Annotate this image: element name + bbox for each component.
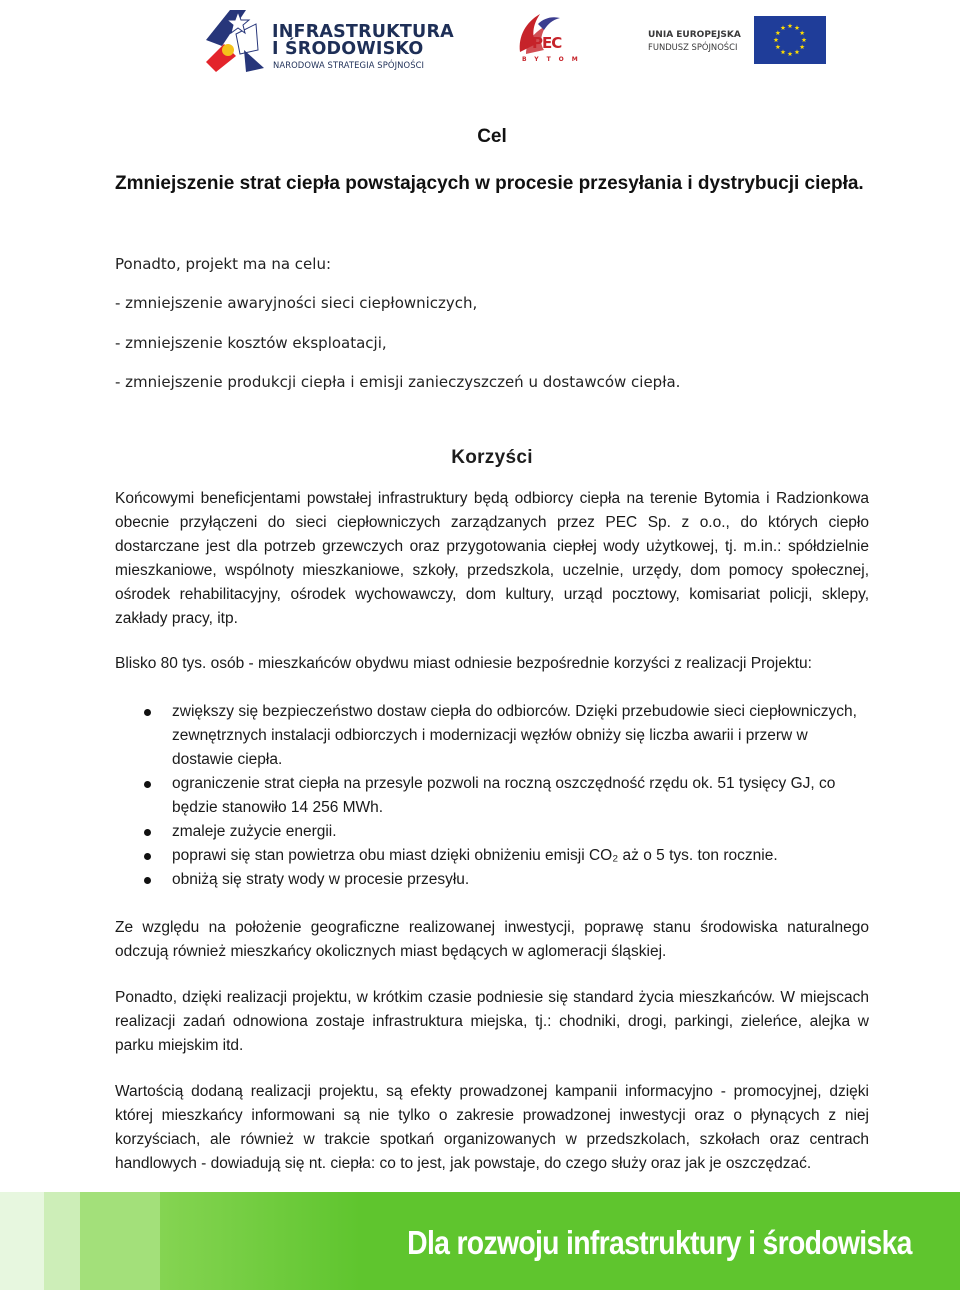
bullet-icon	[144, 877, 151, 884]
footer-gradient	[160, 1192, 360, 1290]
list-item: zwiększy się bezpieczeństwo dostaw ciepła do odbiorców. Dzięki przebudowie sieci ciepłowniczych, zewnętrznych instalacji odbiorczych i modernizacji węzłów obniży się liczba awarii i przerw w dostawie ciepła.	[115, 700, 869, 772]
bullet-icon	[144, 853, 151, 860]
bullet-icon	[144, 781, 151, 788]
benefits-heading: Korzyści	[451, 447, 533, 468]
footer-slogan: Dla rozwoju infrastruktury i środowiska	[407, 1224, 912, 1261]
pec-bytom-logo	[514, 12, 586, 68]
footer-stripe	[80, 1192, 160, 1290]
goal-intro: Ponadto, projekt ma na celu:	[115, 255, 332, 273]
list-item: poprawi się stan powietrza obu miast dzięki obniżeniu emisji CO₂ aż o 5 tys. ton rocznie.	[115, 844, 869, 868]
goal-item: - zmniejszenie produkcji ciepła i emisji zanieczyszczeń u dostawców ciepła.	[115, 373, 681, 391]
footer-stripe	[0, 1192, 44, 1290]
goal-item: - zmniejszenie kosztów eksploatacji,	[115, 334, 387, 352]
logo-bar	[0, 0, 960, 80]
benefits-paragraph-beneficiaries: Końcowymi beneficjentami powstałej infrastruktury będą odbiorcy ciepła na terenie Bytomia i Radzionkowa obecnie przyłączeni do sieci ciepłowniczych zarządzanych przez PEC Sp. z o.o., do których ciepło dostarczane jest dla potrzeb grzewczych oraz przygotowania ciepłej wody użytkowej, tj. m.in.: spółdzielnie mieszkaniowe, wspólnoty mieszkaniowe, szkoły, przedszkola, uczelnie, urzędy, dom pomocy społecznej, ośrodek rehabilitacyjny, ośrodek wychowawczy, dom kultury, urząd pocztowy, komisariat policji, sklepy, zakłady pracy, itp.	[115, 490, 869, 627]
benefits-list	[115, 700, 869, 892]
list-item: obniżą się straty wody w procesie przesyłu.	[115, 868, 869, 892]
ifs-title-line2: I ŚRODOWISKO	[272, 39, 424, 59]
eu-flag-icon	[754, 16, 826, 64]
benefits-paragraph-residents: Blisko 80 tys. osób - mieszkańców obydwu miast odniesie bezpośrednie korzyści z realizacji Projektu:	[115, 655, 812, 672]
bullet-icon	[144, 829, 151, 836]
eu-line2: FUNDUSZ SPÓJNOŚCI	[648, 42, 738, 52]
eu-line1: UNIA EUROPEJSKA	[648, 30, 741, 40]
bullet-icon	[144, 709, 151, 716]
goal-item: - zmniejszenie awaryjności sieci ciepłowniczych,	[115, 294, 478, 312]
list-item: zmaleje zużycie energii.	[115, 820, 869, 844]
goal-statement: Zmniejszenie strat ciepła powstających w procesie przesyłania i dystrybucji ciepła.	[115, 173, 864, 194]
pec-city: BYTOM	[522, 56, 586, 63]
benefits-paragraph-campaign: Wartością dodaną realizacji projektu, są efekty prowadzonej kampanii informacyjno - promocyjnej, dzięki której mieszkańcy informowani są nie tylko o zakresie prowadzonej inwestycji oraz o płynących z niej korzyściach, ale również w trakcie spotkań organizowanych w przedszkolach, szkołach oraz centrach handlowych - dowiadują się nt. ciepła: co to jest, jak powstaje, do czego służy oraz jak je oszczędzać.	[115, 1083, 869, 1172]
eu-cohesion-fund-logo	[648, 14, 828, 66]
footer-banner	[0, 1192, 960, 1290]
ifs-title-line1: INFRASTRUKTURA	[272, 22, 454, 42]
ifs-star-mark-icon	[206, 6, 268, 74]
list-item: ograniczenie strat ciepła na przesyle pozwoli na roczną oszczędność rzędu ok. 51 tysięcy GJ, co będzie stanowiło 14 256 MWh.	[115, 772, 869, 820]
ifs-subtitle: NARODOWA STRATEGIA SPÓJNOŚCI	[273, 60, 425, 70]
benefits-paragraph-region: Ze względu na położenie geograficzne realizowanej inwestycji, poprawę stanu środowiska naturalnego odczują również mieszkańcy okolicznych miast będących w aglomeracji śląskiej.	[115, 919, 869, 960]
footer-stripe	[44, 1192, 80, 1290]
benefits-paragraph-living-standard: Ponadto, dzięki realizacji projektu, w krótkim czasie podniesie się standard życia mieszkańców. W miejscach realizacji zadań odnowiona zostaje infrastruktura miejska, tj.: chodniki, drogi, parkingi, zieleńce, alejka w parku miejskim itd.	[115, 989, 869, 1054]
pec-name: PEC	[532, 34, 562, 52]
goal-heading: Cel	[477, 126, 507, 147]
infrastruktura-srodowisko-logo	[206, 6, 454, 74]
